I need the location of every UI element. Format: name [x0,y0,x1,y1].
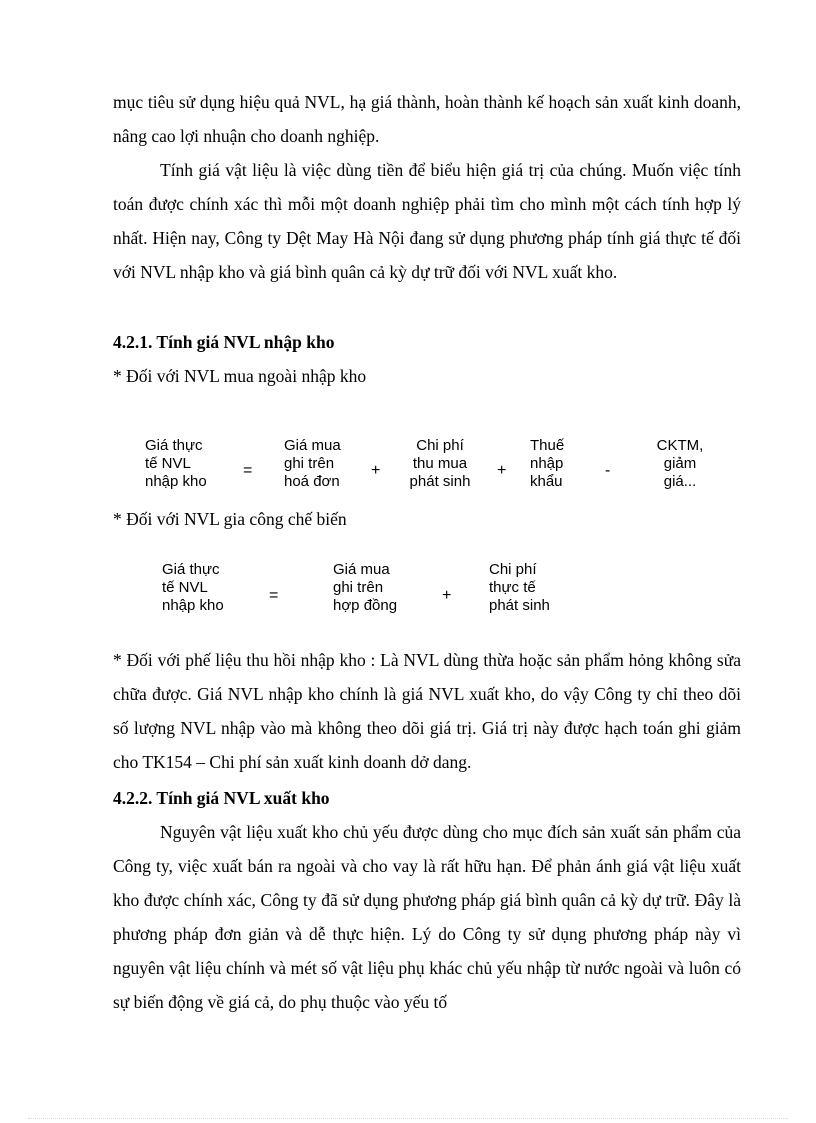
formula1-invoice-price: Giá mua ghi trên hoá đơn [284,437,341,490]
paragraph-issue-pricing: Nguyên vật liệu xuất kho chủ yếu được dùng cho mục đích sản xuất sản phẩm của Công ty, việc xuất bán ra ngoài và cho vay là rất hữu hạn. Để phản ánh giá vật liệu xuất kho được chính xác, Công ty đã sử dụng phương pháp giá bình quân cả kỳ dự trữ. Đây là phương pháp đơn giản và dễ thực hiện. Lý do Công ty sử dụng phương pháp này vì nguyên vật liệu chính và mét số vật liệu phụ khác chủ yếu nhập từ nước ngoài và luôn có sự biến động về giá cả, do phụ thuộc vào yếu tố [113,822,741,1012]
page-bottom-divider [28,1118,788,1119]
formula1-minus: - [605,462,611,479]
bullet-purchased-materials: * Đối với NVL mua ngoài nhập kho [113,366,367,386]
formula1-purchase-costs: Chi phí thu mua phát sinh [409,437,471,490]
formula2-plus: + [442,587,452,604]
formula1-plus-2: + [497,462,507,479]
paragraph-intro: mục tiêu sử dụng hiệu quả NVL, hạ giá thành, hoàn thành kế hoạch sản xuất kinh doanh, nâng cao lợi nhuận cho doanh nghiệp. [113,92,741,146]
bullet-processed-materials: * Đối với NVL gia công chế biến [113,509,347,529]
formula1-discounts: CKTM, giảm giá... [656,437,704,490]
formula1-equals: = [243,462,253,479]
section-heading-4-2-2: 4.2.2. Tính giá NVL xuất kho [113,788,330,808]
formula2-actual-costs: Chi phí thực tế phát sinh [489,561,550,614]
paragraph-pricing: Tính giá vật liệu là việc dùng tiền để biểu hiện giá trị của chúng. Muốn việc tính toán được chính xác thì mỗi một doanh nghiệp phải tìm cho mình một cách tính hợp lý nhất. Hiện nay, Công ty Dệt May Hà Nội đang sử dụng phương pháp tính giá thực tế đối với NVL nhập kho và giá bình quân cả kỳ dự trữ đối với NVL xuất kho. [113,160,741,282]
formula2-equals: = [269,587,279,604]
formula2-actual-cost: Giá thực tế NVL nhập kho [162,561,224,614]
formula1-import-tax: Thuế nhập khẩu [530,437,565,490]
paragraph-scrap: * Đối với phế liệu thu hồi nhập kho : Là NVL dùng thừa hoặc sản phẩm hỏng không sửa chữa được. Giá NVL nhập kho chính là giá NVL xuất kho, do vậy Công ty chỉ theo dõi số lượng NVL nhập vào mà không theo dõi giá trị. Giá trị này được hạch toán ghi giảm cho TK154 – Chi phí sản xuất kinh doanh dở dang. [113,650,741,772]
formula2-contract-price: Giá mua ghi trên hợp đồng [333,561,398,614]
formula1-actual-cost: Giá thực tế NVL nhập kho [145,437,207,490]
section-heading-4-2-1: 4.2.1. Tính giá NVL nhập kho [113,332,335,352]
formula1-plus-1: + [371,462,381,479]
